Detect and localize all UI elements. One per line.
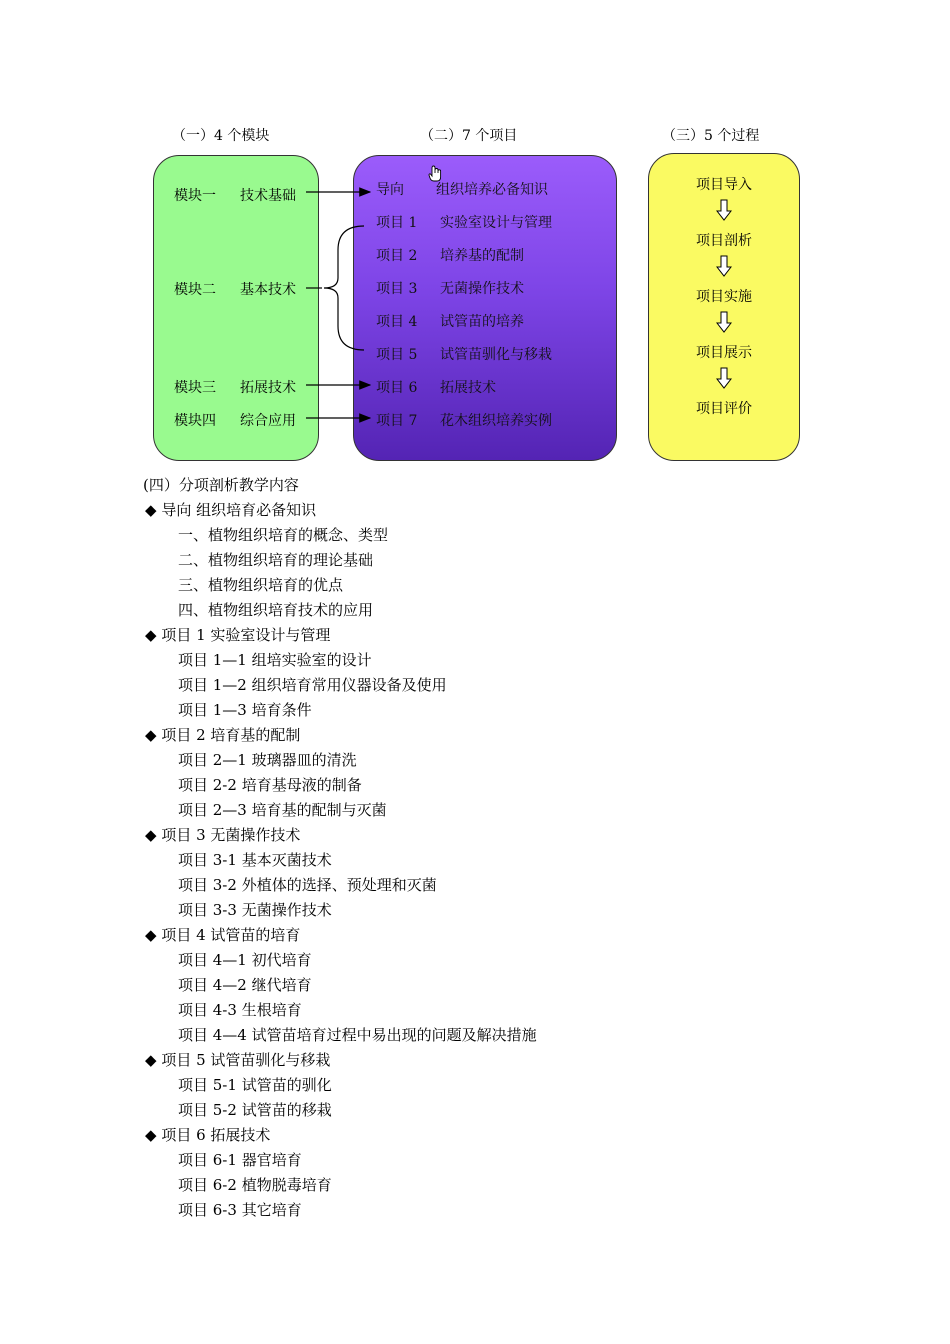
diamond-bullet-icon: ◆ [145,626,157,644]
module-1-name: 模块一 [174,188,216,204]
project-2-title: 培养基的配制 [440,248,524,264]
outline-heading [145,498,316,523]
outline-item: 三、植物组织培育的优点 [178,576,344,594]
outline-item: 项目 3-1 基本灭菌技术 [178,851,332,869]
brace-icon [324,226,364,350]
diamond-bullet-icon: ◆ [145,726,157,744]
modules-header: （一）4 个模块 [172,128,270,144]
outline-heading [145,923,300,948]
outline-heading [145,1048,330,1073]
outline-item: 项目 4—4 试管苗培育过程中易出现的问题及解决措施 [178,1026,537,1044]
process-step-4: 项目展示 [696,345,752,361]
outline-item: 四、植物组织培育技术的应用 [178,601,374,619]
outline-item: 项目 2-2 培育基母液的制备 [178,776,362,794]
outline-item: 一、植物组织培育的概念、类型 [178,526,389,544]
outline-item: 项目 3-3 无菌操作技术 [178,901,332,919]
outline-heading-text: 项目 4 试管苗的培育 [161,926,301,944]
outline-heading-text: 项目 5 试管苗驯化与移栽 [161,1051,331,1069]
outline-item: 项目 3-2 外植体的选择、预处理和灭菌 [178,876,437,894]
diamond-bullet-icon: ◆ [145,1126,157,1144]
outline-item: 项目 4-3 生根培育 [178,1001,302,1019]
project-6-title: 拓展技术 [440,380,496,396]
project-7-code: 项目 7 [376,413,418,429]
project-6-code: 项目 6 [376,380,418,396]
processes-header: （三）5 个过程 [662,128,760,144]
outline-heading [145,823,300,848]
project-1-code: 项目 1 [376,215,418,231]
module-2-name: 模块二 [174,282,216,298]
module-1-label: 技术基础 [240,188,296,204]
outline-heading [145,723,300,748]
outline-item: 项目 1—2 组织培育常用仪器设备及使用 [178,676,447,694]
outline-item: 项目 1—3 培育条件 [178,701,312,719]
diamond-bullet-icon: ◆ [145,501,157,519]
outline-item: 项目 2—1 玻璃器皿的清洗 [178,751,357,769]
module-3-name: 模块三 [174,380,216,396]
process-step-3: 项目实施 [696,289,752,305]
outline-item: 项目 6-1 器官培育 [178,1151,302,1169]
outline-heading [145,623,330,648]
project-7-title: 花木组织培养实例 [440,413,552,429]
outline-item: 项目 6-2 植物脱毒培育 [178,1176,332,1194]
project-1-title: 实验室设计与管理 [440,215,552,231]
project-3-code: 项目 3 [376,281,418,297]
diamond-bullet-icon: ◆ [145,1051,157,1069]
project-intro-title: 组织培养必备知识 [436,182,548,198]
project-intro-code: 导向 [376,182,404,198]
outline-heading-text: 导向 组织培育必备知识 [161,501,317,519]
diamond-bullet-icon: ◆ [145,926,157,944]
diagram-connectors [0,0,950,480]
outline-item: 二、植物组织培育的理论基础 [178,551,374,569]
section-title: (四）分项剖析教学内容 [143,476,299,494]
diamond-bullet-icon: ◆ [145,826,157,844]
outline-heading-text: 项目 3 无菌操作技术 [161,826,301,844]
project-3-title: 无菌操作技术 [440,281,524,297]
outline-heading-text: 项目 6 拓展技术 [161,1126,271,1144]
module-2-label: 基本技术 [240,282,296,298]
projects-header: （二）7 个项目 [420,128,518,144]
outline-item: 项目 5-1 试管苗的驯化 [178,1076,332,1094]
project-2-code: 项目 2 [376,248,418,264]
process-step-2: 项目剖析 [696,233,752,249]
module-3-label: 拓展技术 [240,380,296,396]
outline-item: 项目 6-3 其它培育 [178,1201,302,1219]
outline-item: 项目 1—1 组培实验室的设计 [178,651,372,669]
outline-item: 项目 4—1 初代培育 [178,951,312,969]
module-4-name: 模块四 [174,413,216,429]
module-4-label: 综合应用 [240,413,296,429]
project-4-code: 项目 4 [376,314,418,330]
outline-heading-text: 项目 1 实验室设计与管理 [161,626,331,644]
outline-heading [145,1123,270,1148]
process-step-5: 项目评价 [696,401,752,417]
outline-item: 项目 4—2 继代培育 [178,976,312,994]
process-step-1: 项目导入 [696,177,752,193]
outline-item: 项目 2—3 培育基的配制与灭菌 [178,801,387,819]
hand-cursor-icon [429,166,441,181]
project-5-code: 项目 5 [376,347,418,363]
outline-item: 项目 5-2 试管苗的移栽 [178,1101,332,1119]
project-5-title: 试管苗驯化与移栽 [440,347,552,363]
project-4-title: 试管苗的培养 [440,314,524,330]
outline-heading-text: 项目 2 培育基的配制 [161,726,301,744]
